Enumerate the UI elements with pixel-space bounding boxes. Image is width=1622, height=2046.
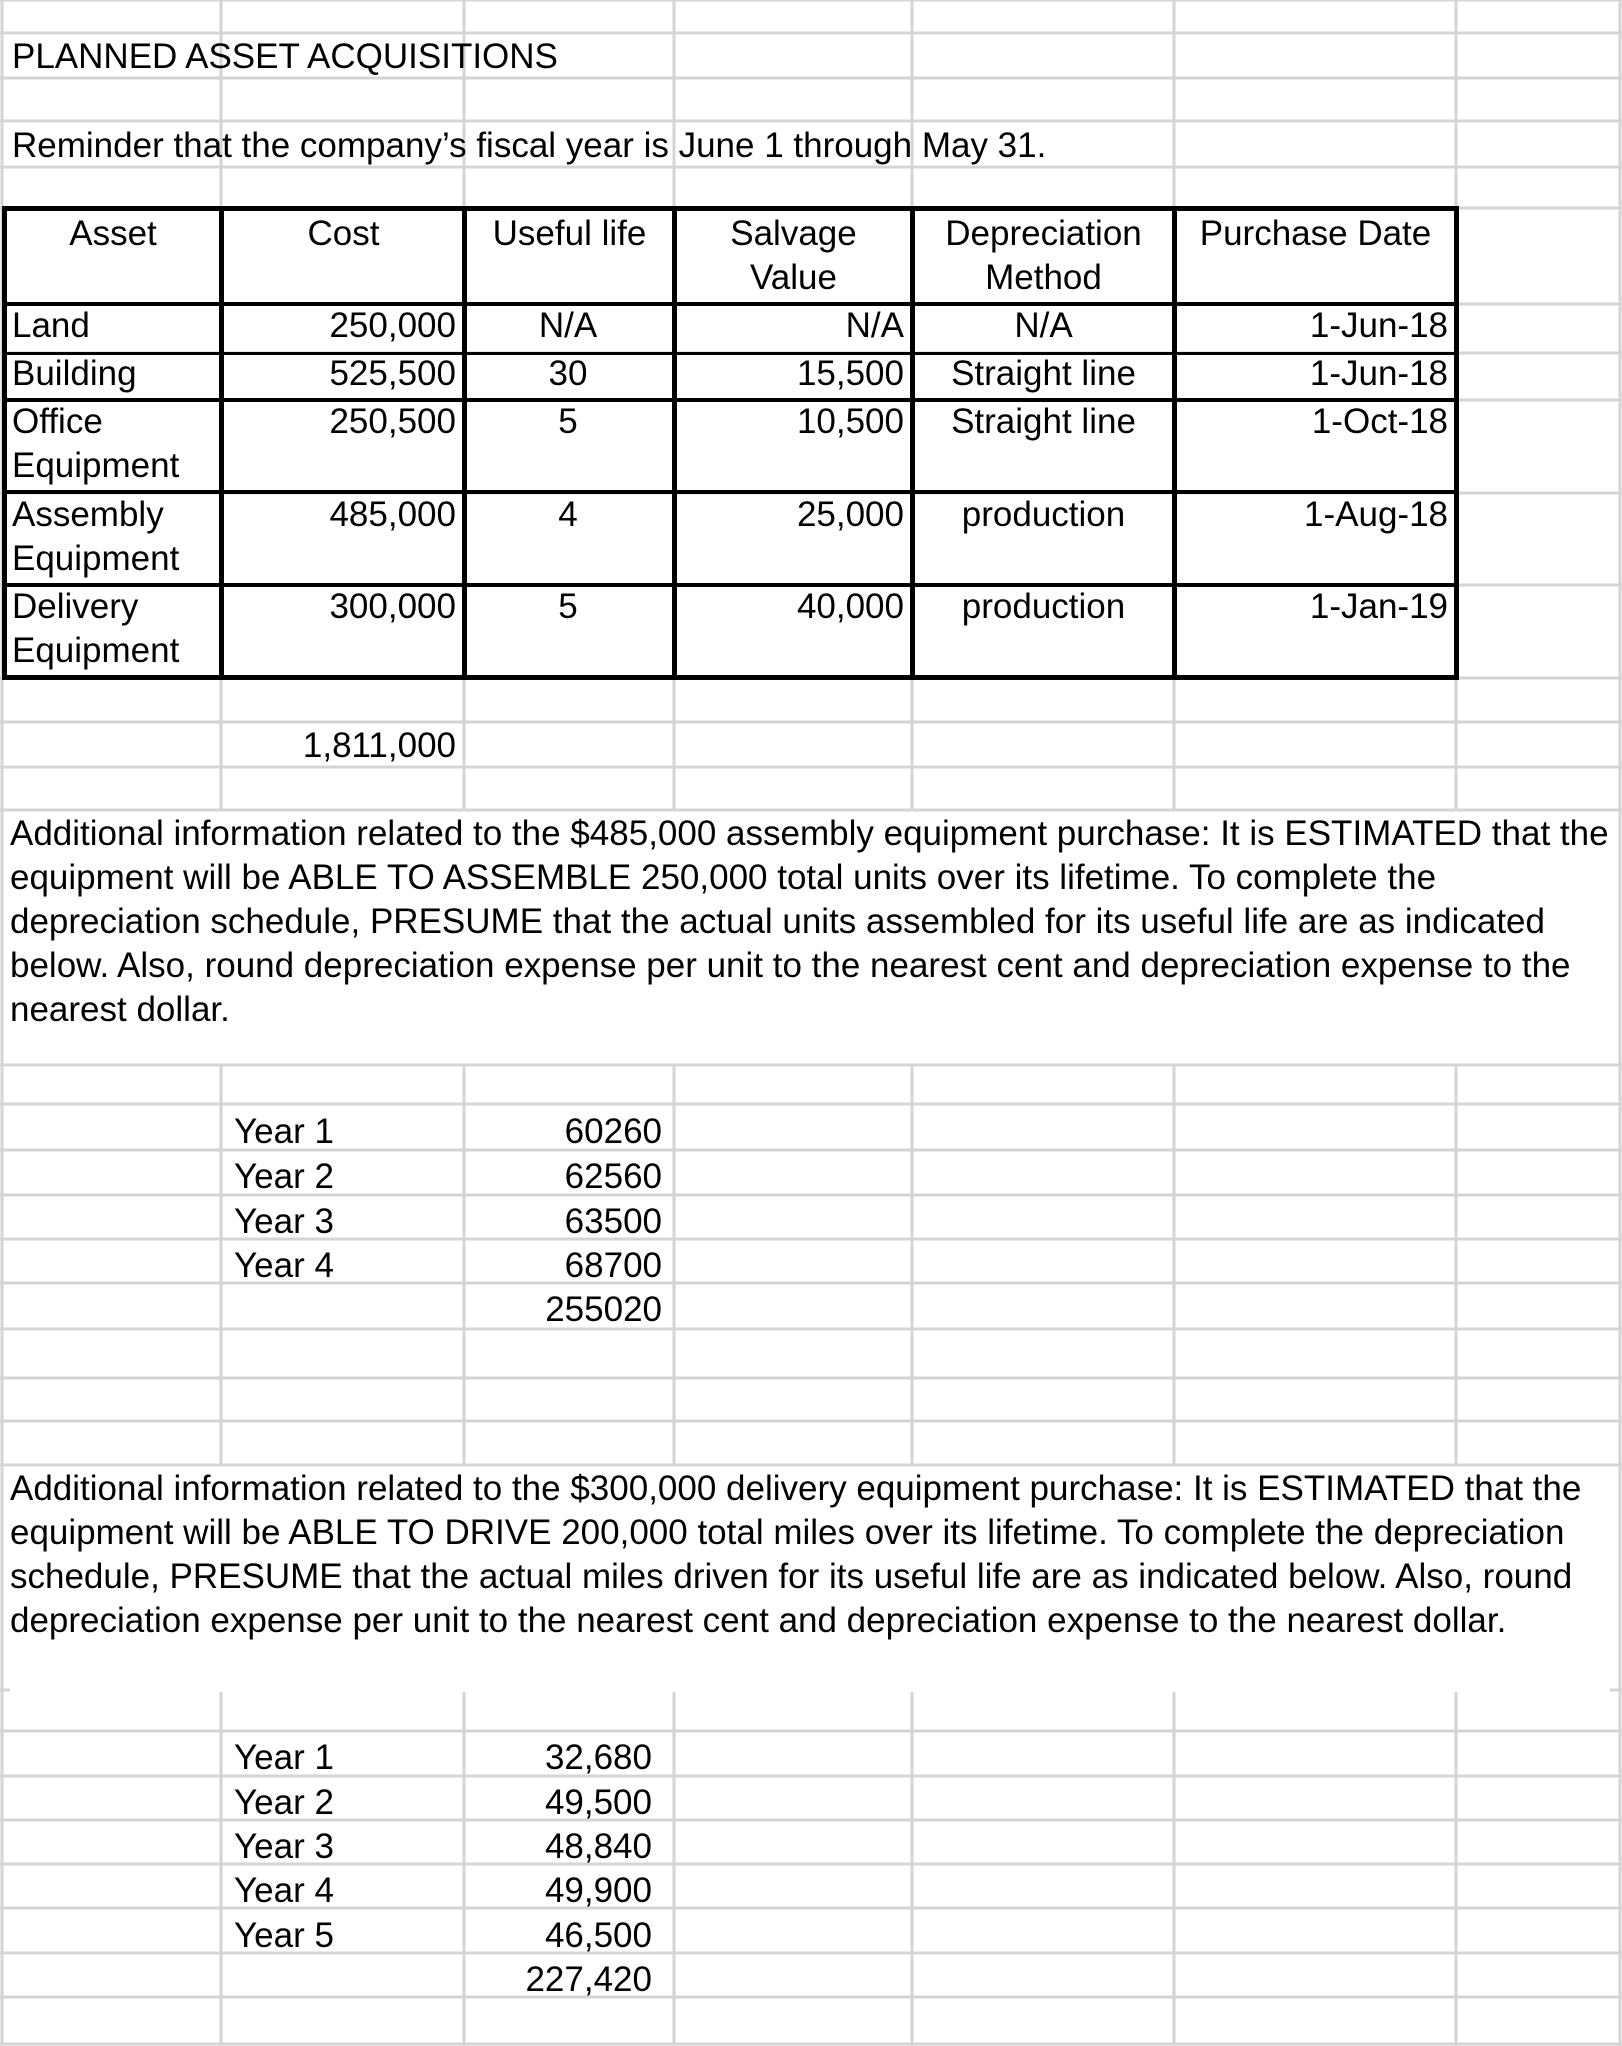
- asset-method[interactable]: Straight line: [951, 402, 1136, 441]
- asset-name[interactable]: Delivery: [12, 587, 139, 626]
- asset-name[interactable]: Land: [12, 306, 90, 345]
- table-col-divider: [910, 206, 915, 680]
- delivery-year-label[interactable]: Year 5: [234, 1916, 334, 1955]
- assembly-year-value[interactable]: 68700: [564, 1246, 662, 1285]
- asset-useful-life[interactable]: N/A: [538, 306, 598, 345]
- delivery-year-value[interactable]: 48,840: [544, 1827, 652, 1866]
- asset-method[interactable]: N/A: [1014, 306, 1073, 345]
- delivery-year-label[interactable]: Year 4: [234, 1871, 334, 1910]
- total-cost[interactable]: 1,811,000: [302, 726, 456, 765]
- asset-cost[interactable]: 300,000: [329, 587, 456, 626]
- delivery-total[interactable]: 227,420: [525, 1960, 652, 1999]
- table-col-divider: [219, 206, 224, 680]
- sheet-title[interactable]: PLANNED ASSET ACQUISITIONS: [12, 37, 558, 76]
- assembly-year-label[interactable]: Year 1: [234, 1112, 334, 1151]
- asset-name[interactable]: Office: [12, 402, 103, 441]
- header-asset[interactable]: Asset: [69, 214, 157, 253]
- asset-method[interactable]: production: [961, 495, 1126, 534]
- asset-name-line2: Equipment: [12, 539, 180, 578]
- table-col-divider: [1172, 206, 1177, 680]
- asset-cost[interactable]: 525,500: [329, 354, 456, 393]
- assembly-year-value[interactable]: 63500: [564, 1202, 662, 1241]
- delivery-year-label[interactable]: Year 3: [234, 1827, 334, 1866]
- header-cost[interactable]: Cost: [307, 214, 380, 253]
- assembly-info-paragraph[interactable]: Additional information related to the $485,000 assembly equipment purchase: It is ESTIMATED that the equipment will be ABLE TO ASSEMBLE 250,000 total units over its lifetime. To complete the depreciation schedule, PRESUME that the actual units assembled for its useful life are as indicated below. Also, round depreciation expense per unit to the nearest cent and depreciation expense to the nearest dollar.: [10, 812, 1610, 1037]
- asset-useful-life[interactable]: 4: [558, 495, 578, 534]
- assembly-total[interactable]: 255020: [545, 1290, 662, 1329]
- asset-purchase-date[interactable]: 1-Jun-18: [1309, 354, 1448, 393]
- asset-name[interactable]: Building: [12, 354, 137, 393]
- assembly-year-label[interactable]: Year 4: [234, 1246, 334, 1285]
- delivery-year-label[interactable]: Year 1: [234, 1738, 334, 1777]
- asset-cost[interactable]: 485,000: [329, 495, 456, 534]
- header-salvage-line1[interactable]: Salvage: [730, 214, 857, 253]
- header-salvage-line2: Value: [750, 258, 837, 297]
- assembly-year-value[interactable]: 60260: [564, 1112, 662, 1151]
- delivery-year-value[interactable]: 49,500: [544, 1783, 652, 1822]
- asset-purchase-date[interactable]: 1-Jun-18: [1309, 306, 1448, 345]
- table-border-right: [1454, 206, 1459, 680]
- table-col-divider: [462, 206, 467, 680]
- assembly-year-label[interactable]: Year 3: [234, 1202, 334, 1241]
- assembly-year-label[interactable]: Year 2: [234, 1157, 334, 1196]
- asset-useful-life[interactable]: 30: [548, 354, 588, 393]
- fiscal-year-reminder[interactable]: Reminder that the company’s fiscal year is June 1 through May 31.: [12, 126, 1047, 165]
- asset-purchase-date[interactable]: 1-Aug-18: [1304, 495, 1448, 534]
- asset-salvage[interactable]: 15,500: [796, 354, 904, 393]
- asset-method[interactable]: Straight line: [951, 354, 1136, 393]
- asset-salvage[interactable]: N/A: [845, 306, 904, 345]
- asset-salvage[interactable]: 10,500: [796, 402, 904, 441]
- table-border-left: [2, 206, 7, 680]
- delivery-info-paragraph[interactable]: Additional information related to the $300,000 delivery equipment purchase: It is ESTIMATED that the equipment will be ABLE TO DRIVE 200,000 total miles over its lifetime. To complete the depreciation schedule, PRESUME that the actual miles driven for its useful life are as indicated below. Also, round depreciation expense per unit to the nearest cent and depreciation expense to the nearest dollar.: [10, 1467, 1610, 1692]
- delivery-year-value[interactable]: 46,500: [544, 1916, 652, 1955]
- delivery-year-value[interactable]: 32,680: [544, 1738, 652, 1777]
- assembly-year-value[interactable]: 62560: [564, 1157, 662, 1196]
- asset-useful-life[interactable]: 5: [558, 402, 578, 441]
- header-purchase-date[interactable]: Purchase Date: [1199, 214, 1432, 253]
- asset-name-line2: Equipment: [12, 631, 180, 670]
- asset-purchase-date[interactable]: 1-Jan-19: [1309, 587, 1448, 626]
- asset-cost[interactable]: 250,000: [329, 306, 456, 345]
- header-useful-life[interactable]: Useful life: [492, 214, 647, 253]
- asset-salvage[interactable]: 25,000: [796, 495, 904, 534]
- asset-purchase-date[interactable]: 1-Oct-18: [1311, 402, 1448, 441]
- table-col-divider: [672, 206, 677, 680]
- asset-name-line2: Equipment: [12, 446, 180, 485]
- header-method-line2: Method: [985, 258, 1102, 297]
- asset-cost[interactable]: 250,500: [329, 402, 456, 441]
- delivery-year-label[interactable]: Year 2: [234, 1783, 334, 1822]
- delivery-year-value[interactable]: 49,900: [544, 1871, 652, 1910]
- asset-salvage[interactable]: 40,000: [796, 587, 904, 626]
- asset-method[interactable]: production: [961, 587, 1126, 626]
- asset-useful-life[interactable]: 5: [558, 587, 578, 626]
- asset-name[interactable]: Assembly: [12, 495, 164, 534]
- header-method-line1[interactable]: Depreciation: [945, 214, 1142, 253]
